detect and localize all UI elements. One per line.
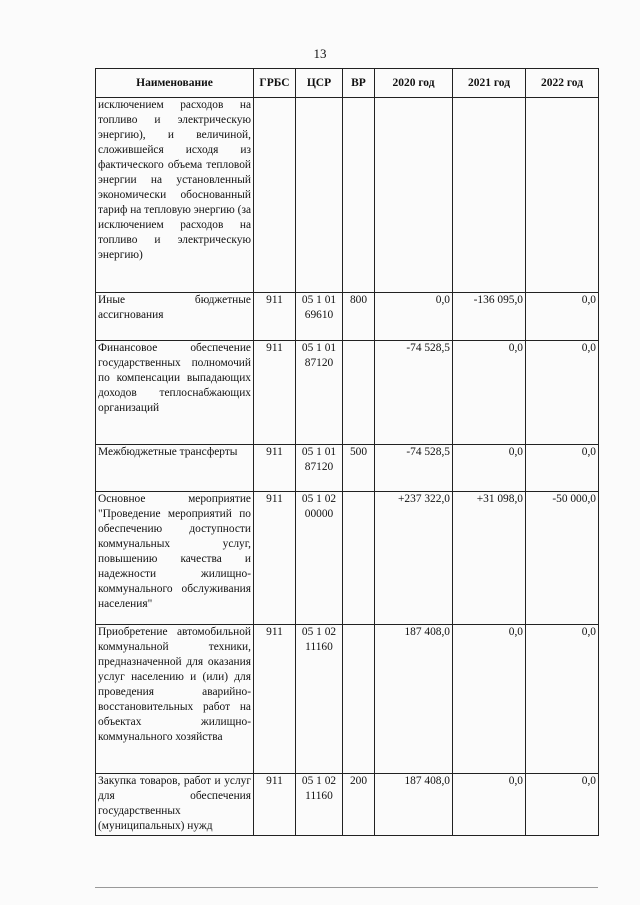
row-vr <box>343 98 375 293</box>
row-2022: 0,0 <box>526 774 599 836</box>
row-name: Приобретение автомобильной коммунальной техники, предназначенной для оказания услуг населению и (или) для проведения аварийно-восстановительных работ на объектах жилищно-коммунального хозяйства <box>96 625 254 774</box>
row-name: Закупка товаров, работ и услуг для обеспечения государственных (муниципальных) нужд <box>96 774 254 836</box>
row-csr: 05 1 01 87120 <box>296 341 343 445</box>
row-name: Межбюджетные трансферты <box>96 445 254 492</box>
header-2022: 2022 год <box>526 69 599 98</box>
row-name: Основное мероприятие "Проведение мероприятий по обеспечению доступности коммунальных услуг, повышению качества и надежности жилищно-коммунального обслуживания населения" <box>96 492 254 625</box>
row-2020: +237 322,0 <box>375 492 453 625</box>
header-grbs: ГРБС <box>254 69 296 98</box>
row-2021: 0,0 <box>453 625 526 774</box>
row-grbs: 911 <box>254 625 296 774</box>
row-2021: -136 095,0 <box>453 293 526 341</box>
row-2021: 0,0 <box>453 445 526 492</box>
table-header-row <box>96 69 599 98</box>
row-grbs: 911 <box>254 341 296 445</box>
row-2020 <box>375 98 453 293</box>
row-grbs: 911 <box>254 492 296 625</box>
row-vr: 200 <box>343 774 375 836</box>
row-csr <box>296 98 343 293</box>
row-vr <box>343 625 375 774</box>
row-grbs: 911 <box>254 445 296 492</box>
row-csr: 05 1 02 11160 <box>296 774 343 836</box>
table-row <box>96 445 599 492</box>
header-csr: ЦСР <box>296 69 343 98</box>
row-2021: +31 098,0 <box>453 492 526 625</box>
row-vr <box>343 492 375 625</box>
page-bottom-rule <box>95 887 598 888</box>
row-name: Иные бюджетные ассигнования <box>96 293 254 341</box>
row-2022: 0,0 <box>526 445 599 492</box>
row-2021 <box>453 98 526 293</box>
table-row <box>96 341 599 445</box>
header-2020: 2020 год <box>375 69 453 98</box>
header-vr: ВР <box>343 69 375 98</box>
table-row <box>96 492 599 625</box>
table-row <box>96 625 599 774</box>
row-2020: -74 528,5 <box>375 341 453 445</box>
row-2021: 0,0 <box>453 341 526 445</box>
row-name: исключением расходов на топливо и электрическую энергию), и величиной, сложившейся исходя из фактического объема тепловой энергии на установленный экономически обоснованный тариф на тепловую энергию (за исключением расходов на топливо и электрическую энергию) <box>96 98 254 293</box>
page-number: 13 <box>313 46 327 61</box>
row-grbs <box>254 98 296 293</box>
row-2020: 187 408,0 <box>375 625 453 774</box>
row-grbs: 911 <box>254 293 296 341</box>
row-2022 <box>526 98 599 293</box>
header-2021: 2021 год <box>453 69 526 98</box>
row-2022: 0,0 <box>526 293 599 341</box>
row-csr: 05 1 01 69610 <box>296 293 343 341</box>
row-vr <box>343 341 375 445</box>
row-2020: -74 528,5 <box>375 445 453 492</box>
row-vr: 800 <box>343 293 375 341</box>
row-csr: 05 1 02 11160 <box>296 625 343 774</box>
row-2022: 0,0 <box>526 625 599 774</box>
row-vr: 500 <box>343 445 375 492</box>
table-row <box>96 98 599 293</box>
row-2020: 0,0 <box>375 293 453 341</box>
row-grbs: 911 <box>254 774 296 836</box>
table-row <box>96 293 599 341</box>
table-row <box>96 774 599 836</box>
row-2022: 0,0 <box>526 341 599 445</box>
row-2022: -50 000,0 <box>526 492 599 625</box>
row-csr: 05 1 02 00000 <box>296 492 343 625</box>
row-name: Финансовое обеспечение государственных полномочий по компенсации выпадающих доходов теплоснабжающих организаций <box>96 341 254 445</box>
row-csr: 05 1 01 87120 <box>296 445 343 492</box>
row-2021: 0,0 <box>453 774 526 836</box>
header-name: Наименование <box>96 69 254 98</box>
row-2020: 187 408,0 <box>375 774 453 836</box>
budget-table <box>95 68 599 836</box>
